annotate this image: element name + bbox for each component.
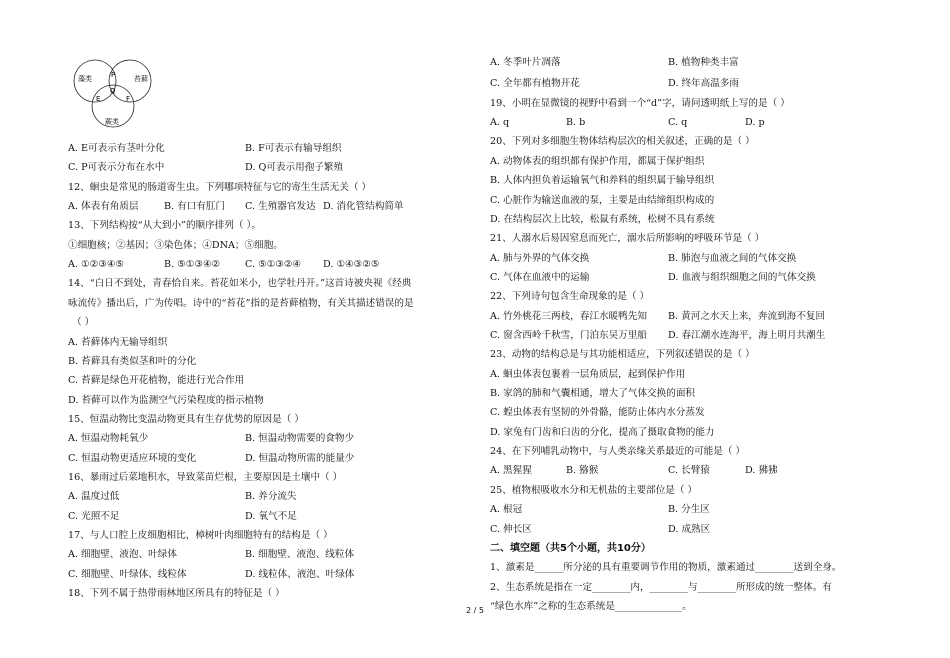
left-line-37: 18、下列不属于热带雨林地区所具有的特征是（ ） [68,588,285,599]
venn-label-q: Q [110,87,116,95]
right-line-38: D. 成熟区 [668,524,711,535]
right-line-5: A. q [490,117,510,128]
left-line-26: D. 恒温动物所需的能量少 [245,453,355,464]
right-line-14: 21、人溺水后易因窒息而死亡，溺水后所影响的呼吸环节是（ ） [490,233,765,244]
right-line-23: D. 春江潮水连海平，海上明月共潮生 [668,330,826,341]
right-line-27: C. 蝗虫体表有坚韧的外骨骼，能防止体内水分蒸发 [490,407,705,418]
left-line-3: D. Q可表示用孢子繁殖 [245,162,344,173]
left-line-29: B. 养分流失 [245,491,297,502]
right-line-18: D. 血液与组织细胞之间的气体交换 [668,272,816,283]
left-line-17: （ ） [72,317,95,328]
left-line-28: A. 温度过低 [68,491,120,502]
right-line-11: B. 人体内担负着运输氧气和养料的组织属于输导组织 [490,175,715,186]
venn-label-algae: 藻类 [78,75,92,83]
right-line-12: C. 心脏作为输送血液的泵，主要是由结缔组织构成的 [490,195,715,206]
right-line-15: A. 肺与外界的气体交换 [490,253,590,264]
left-line-30: C. 光照不足 [68,511,120,522]
right-line-20: A. 竹外桃花三两枝，春江水暖鸭先知 [490,311,647,322]
left-line-23: A. 恒温动物耗氧少 [68,433,149,444]
left-line-13: C. ⑤①③②④ [245,259,302,270]
left-line-32: 17、与人口腔上皮细胞相比，樟树叶肉细胞特有的结构是（ ） [68,530,333,541]
right-line-28: D. 家兔有门齿和臼齿的分化，提高了摄取食物的能力 [490,427,715,438]
right-line-9: 20、下列对多细胞生物体结构层次的相关叙述，正确的是（ ） [490,136,755,147]
left-line-18: A. 苔藓体内无输导组织 [68,337,168,348]
right-line-17: C. 气体在血液中的运输 [490,272,590,283]
right-line-26: B. 家鸽的肺和气囊相通，增大了气体交换的面积 [490,388,696,399]
left-line-7: C. 生殖器官发达 [245,201,316,212]
left-line-24: B. 恒温动物需要的食物少 [245,433,355,444]
left-line-12: B. ⑤①③④② [164,259,221,270]
right-line-2: C. 全年都有植物开花 [490,78,580,89]
right-line-42: “绿色水库”之称的生态系统是______________。 [490,601,692,612]
venn-label-p: P [111,71,116,79]
right-line-10: A. 动物体表的组织都有保护作用，都属于保护组织 [490,156,705,167]
right-line-0: A. 冬季叶片凋落 [490,57,561,68]
left-line-21: D. 苔藓可以作为监测空气污染程度的指示植物 [68,395,264,406]
right-line-24: 23、动物的结构总是与其功能相适应，下列叙述错误的是（ ） [490,349,755,360]
left-line-27: 16、暴雨过后菜地积水，导致菜苗烂根，主要原因是土壤中（ ） [68,472,343,483]
right-line-36: B. 分生区 [668,504,710,515]
left-line-1: B. F可表示有输导组织 [245,143,342,154]
venn-label-fern: 蕨类 [105,118,119,126]
left-line-31: D. 氧气不足 [245,511,297,522]
left-line-11: A. ①②③④⑤ [68,259,125,270]
right-line-7: C. q [668,117,688,128]
right-line-37: C. 伸长区 [490,524,532,535]
right-line-29: 24、在下列哺乳动物中，与人类亲缘关系最近的可能是（ ） [490,446,746,457]
right-line-8: D. p [745,117,765,128]
venn-label-moss: 苔藓 [134,75,148,83]
left-line-16: 咏流传》播出后，广为传唱。诗中的“苔花”指的是苔藓植物，有关其描述错误的是 [68,298,414,309]
venn-diagram [68,56,163,132]
left-line-14: D. ①④③②⑤ [323,259,380,270]
right-line-1: B. 植物种类丰富 [668,57,739,68]
right-line-30: A. 黑猩猩 [490,465,532,476]
left-line-10: ①细胞核；②基因；③染色体；④DNA；⑤细胞。 [68,240,283,251]
right-line-21: B. 黄河之水天上来，奔流到海不复回 [668,311,826,322]
left-line-20: C. 苔藓是绿色开花植物，能进行光合作用 [68,375,245,386]
right-line-13: D. 在结构层次上比较，松鼠有系统，松树不具有系统 [490,214,715,225]
left-line-0: A. E可表示有茎叶分化 [68,143,165,154]
page-number: 2 / 5 [466,606,484,615]
right-line-41: 2、生态系统是指在一定________内，________与________所形成的统一整体。有 [490,582,832,593]
left-line-8: D. 消化管结构简单 [323,201,404,212]
right-line-35: A. 根冠 [490,504,523,515]
right-line-19: 22、下列诗句包含生命现象的是（ ） [490,291,650,302]
left-line-15: 14、“白日不到处，青春恰自来。苔花如米小，也学牡丹开。”这首诗被央视《经典 [68,278,412,289]
right-line-16: B. 肺泡与血液之间的气体交换 [668,253,797,264]
right-line-3: D. 终年高温多雨 [668,78,740,89]
right-line-4: 19、小明在显微镜的视野中看到一个“d”字，请问透明纸上写的是（ ） [490,98,790,109]
left-line-35: C. 细胞壁、叶绿体、线粒体 [68,569,187,580]
right-line-39: 二、填空题（共5个小题，共10分） [490,543,651,554]
left-line-25: C. 恒温动物更适应环境的变化 [68,453,197,464]
left-line-2: C. P可表示分布在水中 [68,162,165,173]
left-line-22: 15、恒温动物比变温动物更具有生存优势的原因是（ ） [68,414,304,425]
left-line-33: A. 细胞壁、液泡、叶绿体 [68,549,177,560]
left-line-4: 12、蛔虫是常见的肠道寄生虫。下列哪项特征与它的寄生生活无关（ ） [68,182,372,193]
left-line-36: D. 线粒体、液泡、叶绿体 [245,569,355,580]
left-line-9: 13、下列结构按“从大到小”的顺序排列（ ）。 [68,220,261,231]
right-line-31: B. 猕猴 [566,465,599,476]
venn-label-f: F [126,95,131,103]
left-line-19: B. 苔藓具有类似茎和叶的分化 [68,356,197,367]
right-line-32: C. 长臂猿 [668,465,710,476]
left-line-5: A. 体表有角质层 [68,201,139,212]
right-line-33: D. 狒狒 [745,465,778,476]
right-line-34: 25、植物根吸收水分和无机盐的主要部位是（ ） [490,485,698,496]
venn-label-e: E [96,95,101,103]
right-line-22: C. 窗含西岭千秋雪，门泊东吴万里船 [490,330,648,341]
right-line-25: A. 蛔虫体表包裹着一层角质层，起到保护作用 [490,369,686,380]
right-line-6: B. b [566,117,586,128]
left-line-6: B. 有口有肛门 [164,201,226,212]
left-line-34: B. 细胞壁、液泡、线粒体 [245,549,355,560]
right-line-40: 1、激素是______所分泌的具有重要调节作用的物质，激素通过________送到全身。 [490,562,842,573]
